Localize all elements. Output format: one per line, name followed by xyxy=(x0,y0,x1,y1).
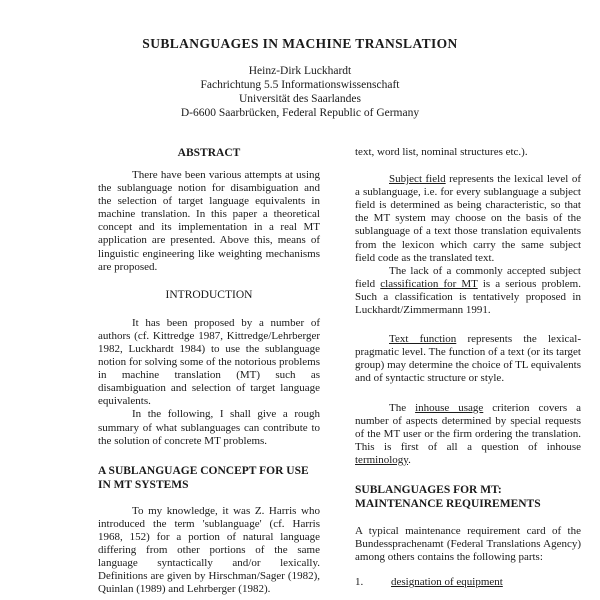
classification-term: classification for MT xyxy=(380,277,478,290)
subject-field-term: Subject field xyxy=(389,173,446,186)
author-university: Universität des Saarlandes xyxy=(239,93,361,105)
classification-text-start: The lack of a commonly accepted subject field xyxy=(355,264,581,290)
subject-field-paragraph xyxy=(355,173,581,265)
introduction-paragraph-1: It has been proposed by a number of authors (cf. Kittredge 1987, Kittredge/Lehrberger 1982, Luckhardt 1984) to use the sublanguage notion for solving some of the notorious problems in machine translation (MT) such as disambiguation and selection of target language equivalents. xyxy=(98,316,320,408)
inhouse-term: inhouse usage xyxy=(415,401,484,414)
list-item-text: designation of equipment xyxy=(391,576,503,589)
inhouse-text-mid: criterion covers a number of aspects determined by special requests of the MT user or the firm ordering the translation. This is first of all a question of inhouse xyxy=(355,401,581,453)
maintenance-paragraph: A typical maintenance requirement card of the Bundessprachenamt (Federal Translations Agency) among others contains the following parts: xyxy=(355,524,581,564)
maintenance-heading: SUBLANGUAGES FOR MT: MAINTENANCE REQUIREMENTS xyxy=(355,483,541,510)
inhouse-paragraph xyxy=(355,402,581,467)
classification-paragraph xyxy=(355,265,581,317)
inhouse-text-start: The xyxy=(389,401,416,414)
abstract-text: There have been various attempts at using the sublanguage notion for disambiguation and the selection of target language equivalents in machine translation. In this paper a theoretical concept and its implementation in a real MT application are presented. Above this, means of linguistic engineering like weighting mechanisms are proposed. xyxy=(98,169,320,273)
list-item xyxy=(355,576,581,589)
subject-field-text: represents the lexical level of a sublanguage, i.e. for every sublanguage a subject field is determined as being characteristic, so that the MT system may choose on the basis of the sublanguage of a text those translation equivalents from the lexicon which carry the same subject field code as the translated text. xyxy=(355,173,582,264)
introduction-paragraph-2: In the following, I shall give a rough summary of what sublanguages can contribute to the solution of concrete MT problems. xyxy=(98,408,320,447)
paper-header xyxy=(0,36,600,120)
classification-text-end: is a serious problem. Such a classification is tentatively proposed in Luckhardt/Zimmermann 1991. xyxy=(355,277,581,317)
text-function-term: Text function xyxy=(389,333,457,346)
abstract-heading: ABSTRACT xyxy=(177,147,241,159)
terminology-term: terminology xyxy=(355,453,409,466)
paper-title: SUBLANGUAGES IN MACHINE TRANSLATION xyxy=(142,36,458,51)
inhouse-text-end: . xyxy=(408,453,411,466)
text-function-text: represents the lexical-pragmatic level. The function of a text (or its target group) may determine the choice of TL equivalents and of syntactic structure or style. xyxy=(355,333,581,385)
right-column xyxy=(355,146,581,589)
continued-text: text, word list, nominal structures etc.). xyxy=(355,146,528,158)
author-department: Fachrichtung 5.5 Informationswissenschaft xyxy=(200,79,400,91)
author-name: Heinz-Dirk Luckhardt xyxy=(248,65,352,77)
concept-heading: A SUBLANGUAGE CONCEPT FOR USE IN MT SYSTEMS xyxy=(98,464,309,491)
text-function-paragraph xyxy=(355,333,581,385)
introduction-heading: INTRODUCTION xyxy=(165,288,253,301)
author-address: D-6600 Saarbrücken, Federal Republic of Germany xyxy=(180,107,420,119)
left-column xyxy=(98,146,320,596)
list-item-number: 1. xyxy=(355,576,364,589)
concept-paragraph-1: To my knowledge, it was Z. Harris who introduced the term 'sublanguage' (cf. Harris 1968, 152) for a portion of natural language differing from other portions of the same language syntactically and/or lexically. Definitions are given by Hirschman/Sager (1982), Quinlan (1989) and Lehrberger (1982). xyxy=(98,504,320,596)
